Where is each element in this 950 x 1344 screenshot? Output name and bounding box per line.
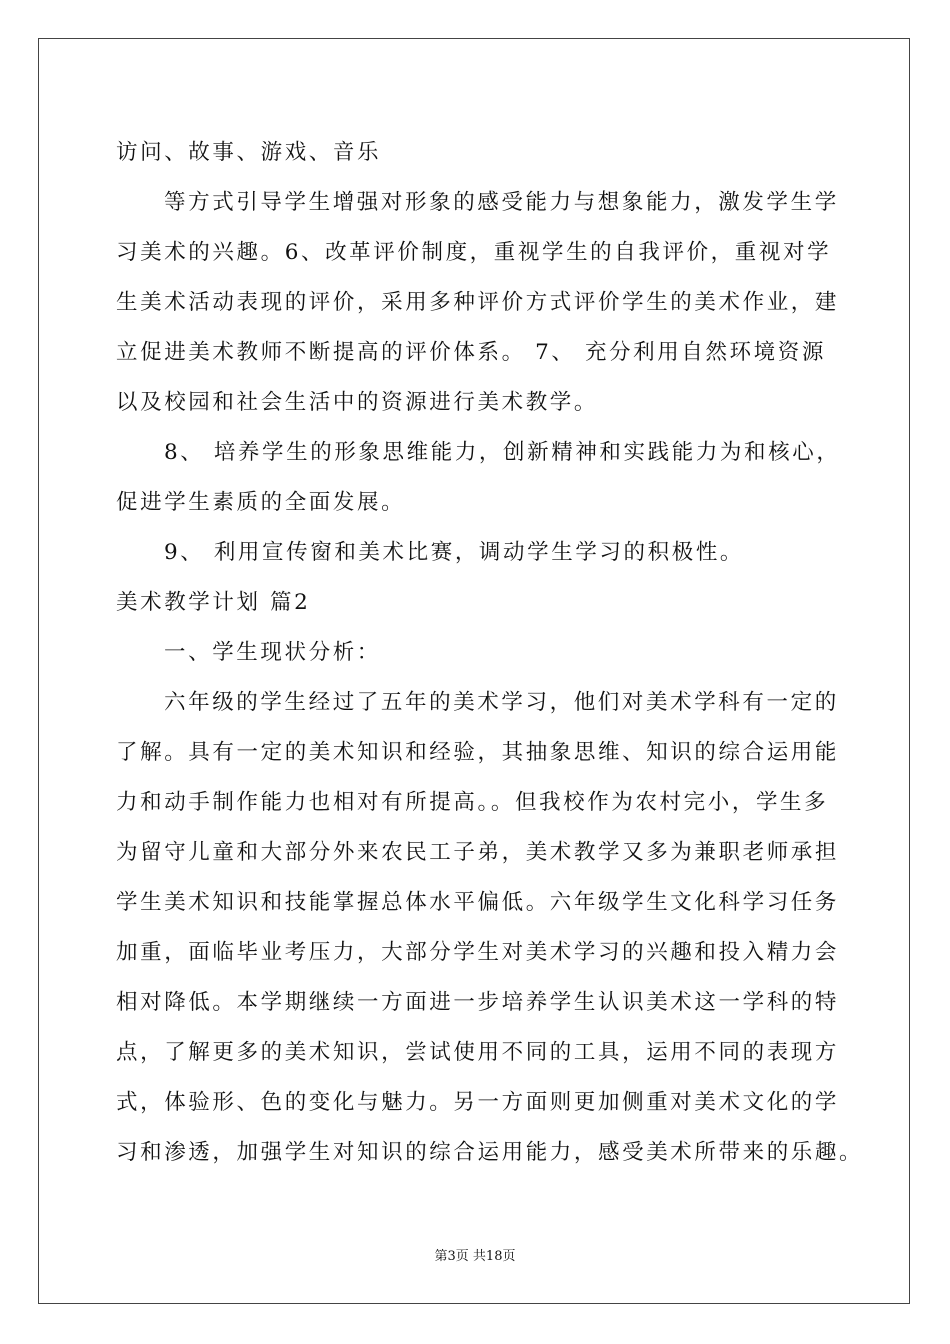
text-line: 加重，面临毕业考压力，大部分学生对美术学习的兴趣和投入精力会: [116, 940, 840, 965]
text-line: 点，了解更多的美术知识，尝试使用不同的工具，运用不同的表现方: [116, 1040, 840, 1065]
text-line: 习和渗透，加强学生对知识的综合运用能力，感受美术所带来的乐趣。: [116, 1140, 864, 1165]
text-line: 访问、故事、游戏、音乐: [116, 140, 382, 165]
text-line: 生美术活动表现的评价，采用多种评价方式评价学生的美术作业，建: [116, 290, 840, 315]
text-line: 立促进美术教师不断提高的评价体系。 7、 充分利用自然环境资源: [116, 340, 826, 365]
text-line: 9、 利用宣传窗和美术比赛，调动学生学习的积极性。: [164, 540, 745, 565]
text-line: 为留守儿童和大部分外来农民工子弟，美术教学又多为兼职老师承担: [116, 840, 840, 865]
text-line: 以及校园和社会生活中的资源进行美术教学。: [116, 390, 599, 415]
section-heading: 美术教学计划 篇2: [116, 590, 311, 615]
text-line: 学生美术知识和技能掌握总体水平偏低。六年级学生文化科学习任务: [116, 890, 840, 915]
text-line: 了解。具有一定的美术知识和经验，其抽象思维、知识的综合运用能: [116, 740, 840, 765]
text-line: 力和动手制作能力也相对有所提高。。但我校作为农村完小，学生多: [116, 790, 829, 815]
text-line: 相对降低。本学期继续一方面进一步培养学生认识美术这一学科的特: [116, 990, 840, 1015]
text-line: 促进学生素质的全面发展。: [116, 490, 406, 515]
text-line: 习美术的兴趣。6、改革评价制度，重视学生的自我评价，重视对学: [116, 240, 832, 265]
text-line: 式，体验形、色的变化与魅力。另一方面则更加侧重对美术文化的学: [116, 1090, 840, 1115]
text-line: 等方式引导学生增强对形象的感受能力与想象能力，激发学生学: [164, 190, 839, 215]
text-line: 六年级的学生经过了五年的美术学习，他们对美术学科有一定的: [164, 690, 839, 715]
document-body: [116, 128, 864, 1178]
page-number: 第3页 共18页: [434, 1249, 516, 1264]
subsection-heading: 一、学生现状分析：: [164, 640, 381, 665]
text-line: 8、 培养学生的形象思维能力，创新精神和实践能力为和核心，: [164, 440, 841, 465]
